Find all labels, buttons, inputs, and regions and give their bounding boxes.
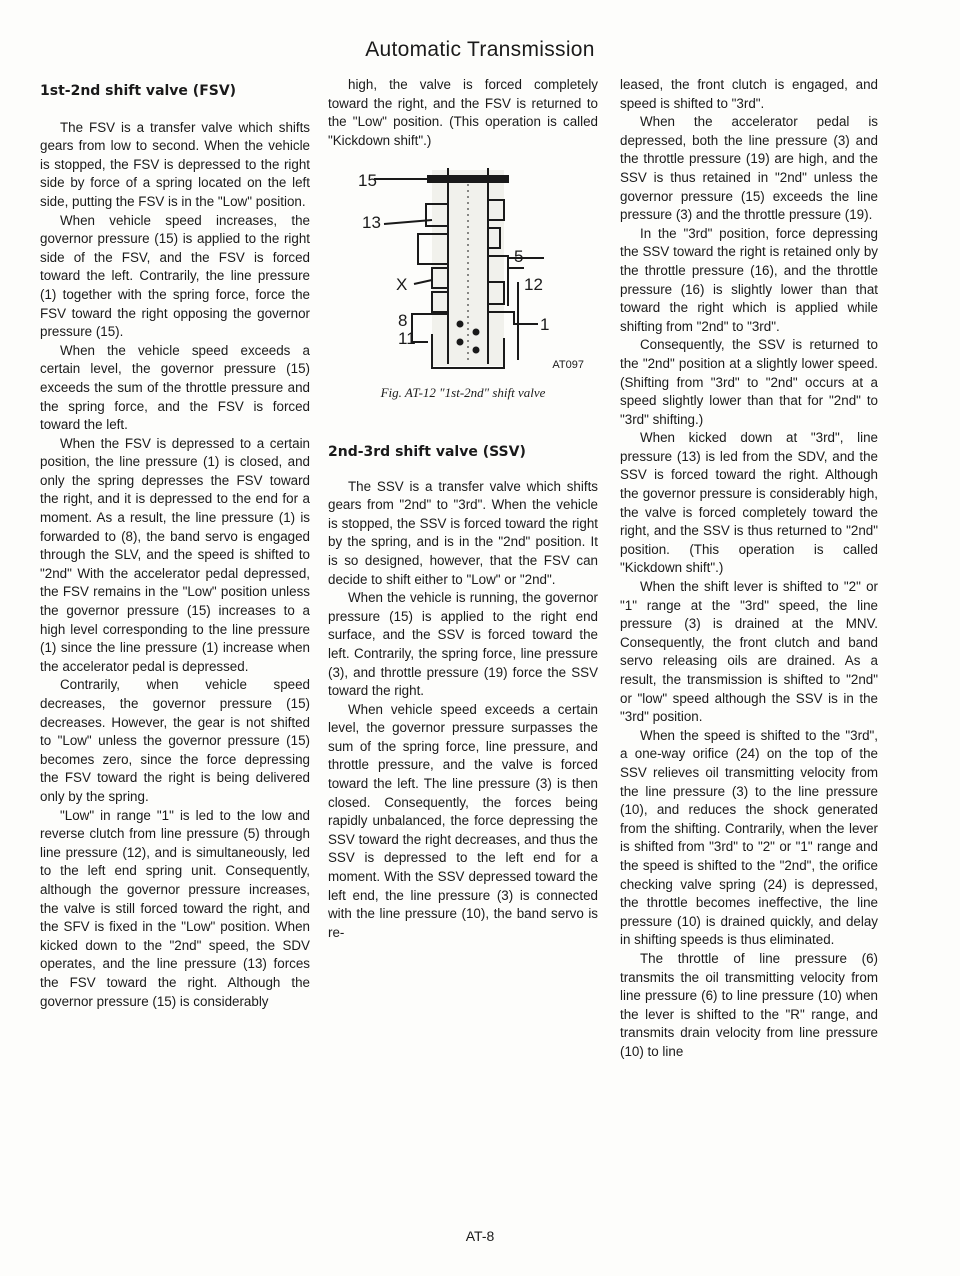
- paragraph: high, the valve is forced completely toward the right, and the FSV is returned to the "Low" position. (This operation is called "Kickdown shift".): [328, 77, 598, 148]
- column-left: [40, 82, 310, 1011]
- paragraph: When the vehicle speed exceeds a certain level, the governor pressure (15) exceeds the sum of the throttle pressure and the spring force, and the FSV is forced toward the left.: [40, 342, 310, 433]
- shift-valve-diagram: [328, 164, 598, 374]
- figure-label: 12: [524, 275, 543, 295]
- figure-label: 8: [398, 311, 408, 331]
- paragraph: When the shift lever is shifted to "2" or "1" range at the "3rd" speed, the line pressure (3) is drained at the MNV. Consequently, the front clutch and band servo releasing oils are drained. As a result, the transmission is shifted to "2nd" or "low" speed although the SSV is in the "3rd" position.: [620, 579, 878, 725]
- column-right: [620, 76, 878, 1061]
- figure-label: 5: [514, 247, 524, 267]
- figure-label: 11: [398, 329, 416, 349]
- page-number: AT-8: [465, 1228, 495, 1244]
- paragraph: The FSV is a transfer valve which shifts gears from low to second. When the vehicle is stopped, the FSV is depressed to the right side by force of a spring located on the left side, putting the FSV is in the "Low" position.: [40, 119, 310, 209]
- figure-code: AT097: [552, 358, 584, 371]
- paragraph: Consequently, the SSV is returned to the "2nd" position at a slightly lower speed. (Shifting from "3rd" to "2nd" occurs at a speed slightly lower than that for "2nd" to "3rd" shifting.): [620, 337, 878, 427]
- paragraph: In the "3rd" position, force depressing the SSV toward the right is retained only by the throttle pressure (16), and the throttle pressure (16) is slightly lower than that toward the right which is applied while shifting from "2nd" to "3rd".: [620, 225, 878, 334]
- figure-caption: Fig. AT-12 "1st-2nd" shift valve: [380, 385, 546, 401]
- column-middle: [328, 76, 598, 942]
- paragraph: Contrarily, when vehicle speed decreases, the governor pressure (15) decreases. However, the gear is not shifted to "Low" unless the governor pressure (15) becomes zero, since the force depressing the FSV toward the right is being delivered only by the spring.: [40, 677, 310, 804]
- figure-label: 1: [540, 315, 550, 335]
- figure-label: X: [396, 275, 408, 295]
- page-header: Automatic Transmission: [365, 38, 595, 61]
- paragraph: The SSV is a transfer valve which shifts gears from "2nd" to "3rd". When the vehicle is stopped, the SSV is forced toward the right by the spring, and is in the "2nd" position. It is so designed, however, that the FSV can decide to shift either to "Low" or "2nd".: [328, 478, 598, 587]
- paragraph: When the accelerator pedal is depressed, both the line pressure (3) and the throttle pressure (19) are high, and the SSV is thus retained in "2nd" unless the governor pressure (15) exceeds the line pressure (3) and the throttle pressure (19).: [620, 114, 878, 223]
- paragraph: When the vehicle is running, the governor pressure (15) is applied to the right end surface, and the SSV is forced toward the left. Contrarily, the spring force, line pressure (3), and throttle pressure (19) force the SSV toward the right.: [328, 590, 598, 699]
- figure-shift-valve: [328, 164, 598, 374]
- paragraph: When kicked down at "3rd", line pressure (13) is led from the SDV, and the SSV is forced toward the right. Although the governor pressure is considerably high, the valve is forced completely toward the right, and the SSV is thus returned to "2nd" position. (This operation is called "Kickdown shift".): [620, 430, 878, 576]
- paragraph: When vehicle speed increases, the governor pressure (15) is applied to the right side of the FSV, and the FSV is forced toward the left. Contrarily, the line pressure (1) together with the spring force, force the FSV toward the right opposing the governor pressure (15).: [40, 212, 310, 340]
- paragraph: When vehicle speed exceeds a certain level, the governor pressure surpasses the sum of the spring force, line pressure, and throttle pressure, and the valve is forced toward the left. The line pressure (3) is then closed. Consequently, the forces being rapidly unbalanced, the force depressing the SSV toward the right decreases, and thus the SSV is depressed to the left end for a moment. With the SSV depressed toward the left end, the line pressure (3) is connected with the line pressure (10), the band servo is re-: [328, 701, 598, 940]
- paragraph: "Low" in range "1" is led to the low and reverse clutch from line pressure (5) through line pressure (12), and is simultaneously, led to the left end spring unit. Consequently, although the governor pressure increases, the valve is still forced toward the right, and the SFV is fixed in the "Low" position. When kicked down to the "2nd" speed, the SDV operates, and the line pressure (13) forces the FSV toward the right. Although the governor pressure (15) is considerably: [40, 807, 310, 1009]
- figure-label: 15: [358, 171, 377, 191]
- figure-label: 13: [362, 213, 381, 233]
- paragraph: leased, the front clutch is engaged, and speed is shifted to "3rd".: [620, 77, 878, 111]
- section-title-fsv: 1st-2nd shift valve (FSV): [40, 83, 237, 99]
- paragraph: The throttle of line pressure (6) transmits the oil transmitting velocity from line pressure (6) to line pressure (10) when the lever is shifted to the "R" range, and transmits drain velocity from line pressure (10) to line: [620, 950, 878, 1059]
- paragraph: When the FSV is depressed to a certain position, the line pressure (1) is closed, and only the spring depresses the FSV toward the right, and it is depressed to the end for a moment. As a result, the line pressure (1) is forwarded to (8), the band servo is engaged through the SLV, and the speed is shifted to "2nd" With the accelerator pedal depressed, the FSV remains in the "Low" position unless the governor pressure (15) increases to a high level corresponding to the line pressure (1) since the line pressure (1) increase when the accelerator pedal is depressed.: [40, 435, 310, 674]
- section-title-ssv: 2nd-3rd shift valve (SSV): [328, 443, 526, 460]
- paragraph: When the speed is shifted to the "3rd", a one-way orifice (24) on the top of the SSV relieves oil transmitting velocity from the line pressure (3) to the line pressure (10), and reduces the shock generated from the shifting. Contrarily, when the lever is shifted from "3rd" to "2" or "1" range and the speed is shifted to the "2nd", the orifice checking valve spring (24) is depressed, the throttle becomes ineffective, the line pressure (10) is drained quickly, and delay in shifting speeds is thus eliminated.: [620, 727, 878, 948]
